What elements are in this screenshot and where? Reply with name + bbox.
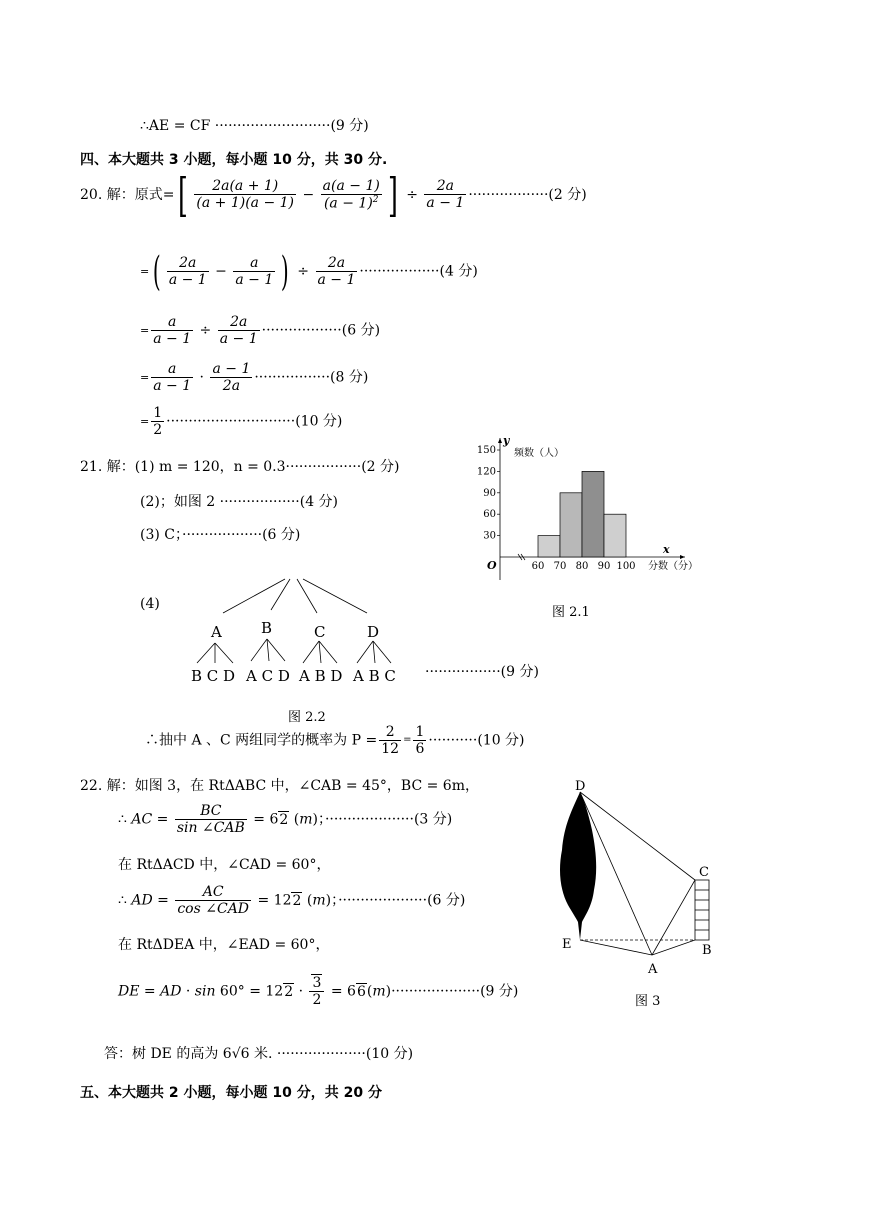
q22-line6: DE = AD · sin 60° = 122 · $\frac{3}{2}$ = 66(m)····················(9 分): [118, 975, 519, 1009]
branch-line: [223, 579, 285, 613]
point-e-label: E: [562, 937, 572, 952]
tree-node-b: B: [261, 619, 273, 637]
q22-line3: 在 RtΔACD 中，∠CAD = 60°，: [118, 857, 331, 873]
q21-line4: (4): [140, 596, 160, 612]
y-axis-arrow: [498, 438, 502, 443]
q22-answer: 答：树 DE 的高为 6√6 米. ····················(10 分): [104, 1046, 414, 1062]
section-5-heading: 五、本大题共 2 小题，每小题 10 分，共 20 分: [80, 1085, 382, 1101]
section-4-heading: 四、本大题共 3 小题，每小题 10 分，共 30 分.: [80, 152, 388, 168]
figure-3-diagram: [550, 780, 730, 980]
tree-silhouette: [560, 792, 596, 940]
q20-line5: = $\frac{1}{2}$ ·····························(10 分): [140, 405, 343, 439]
q20-line1: 20. 解：原式=[ $\frac{2a(a + 1)}{(a + 1)(a - 1)}$ − $\frac{a(a - 1)}{(a - 1)^2}$ ] ÷ $\frac{2a}{a - 1}$ ··················(2 分): [80, 167, 587, 222]
histogram-bar: [538, 536, 560, 557]
tree-leaf-group: A B D: [299, 667, 343, 685]
x-axis-letter: x: [663, 543, 670, 556]
q21-conclusion: ∴抽中 A 、C 两组同学的概率为 P = $\frac{2}{12}$ = $\frac{1}{6}$ ···········(10 分): [145, 724, 525, 758]
x-tick-label: 100: [616, 561, 636, 572]
chart-caption: 图 2.1: [552, 605, 590, 620]
origin-label: O: [487, 559, 497, 572]
q22-line5: 在 RtΔDEA 中，∠EAD = 60°，: [118, 937, 330, 953]
tree-node-d: D: [367, 623, 380, 641]
x-axis-arrow: [680, 555, 685, 559]
point-a-label: A: [648, 962, 658, 977]
q21-score9: ·················(9 分): [425, 664, 539, 680]
histogram-bar: [604, 514, 626, 557]
tree-node-a: A: [211, 623, 222, 641]
histogram-chart: [470, 432, 710, 582]
histogram-bar: [582, 471, 604, 557]
line-ae-cf: ∴AE = CF ··························(9 分): [140, 118, 369, 134]
q20-line3: = $\frac{a}{a - 1}$ ÷ $\frac{2a}{a - 1}$ ··················(6 分): [140, 314, 381, 348]
q20-line2: =( $\frac{2a}{a - 1}$ − $\frac{a}{a - 1}$ ) ÷ $\frac{2a}{a - 1}$ ··················(4 分): [140, 248, 478, 295]
y-axis-label: 频数（人）: [514, 448, 564, 459]
y-axis-letter: y: [503, 434, 510, 447]
tree-caption: 图 2.2: [288, 710, 326, 725]
q22-line1: 22. 解：如图 3，在 RtΔABC 中，∠CAB = 45°，BC = 6m，: [80, 778, 479, 794]
x-axis-label: 分数（分）: [648, 561, 698, 572]
figure-3-caption: 图 3: [635, 994, 661, 1009]
tree-leaf-group: A B C: [353, 667, 396, 685]
tree-leaf-group: A C D: [246, 667, 290, 685]
q22-line4: ∴ AD = $\frac{AC}{\text{cos ∠CAD}}$ = 122 (m)；····················(6 分): [118, 884, 466, 918]
point-b-label: B: [702, 943, 712, 958]
q21-line3: (3) C；··················(6 分): [140, 527, 301, 543]
histogram-bar: [560, 493, 582, 557]
tree-node-c: C: [314, 623, 326, 641]
x-tick-label: 70: [553, 561, 567, 572]
q22-line2: ∴ AC = $\frac{BC}{\text{sin ∠CAB}}$ = 62 (m)；····················(3 分): [118, 803, 453, 837]
point-d-label: D: [575, 780, 586, 794]
y-tick-label: 150: [476, 445, 496, 456]
y-tick-label: 60: [483, 509, 496, 521]
y-tick-label: 90: [483, 487, 496, 499]
point-c-label: C: [699, 865, 709, 880]
tree-diagram: [185, 575, 405, 690]
x-tick-label: 90: [597, 561, 611, 572]
q20-line4: = $\frac{a}{a - 1}$ · $\frac{a - 1}{2a}$ ·················(8 分): [140, 361, 369, 395]
branch-line: [297, 579, 317, 613]
branch-line: [271, 579, 290, 610]
x-tick-label: 60: [531, 561, 545, 572]
y-tick-label: 30: [483, 530, 496, 542]
q21-line2: (2)；如图 2 ··················(4 分): [140, 494, 339, 510]
x-tick-label: 80: [575, 561, 589, 572]
y-tick-label: 120: [476, 466, 496, 478]
branch-line: [303, 579, 367, 613]
tree-leaf-group: B C D: [191, 667, 236, 685]
q21-line1: 21. 解：(1) m = 120，n = 0.3·················(2 分): [80, 459, 400, 475]
